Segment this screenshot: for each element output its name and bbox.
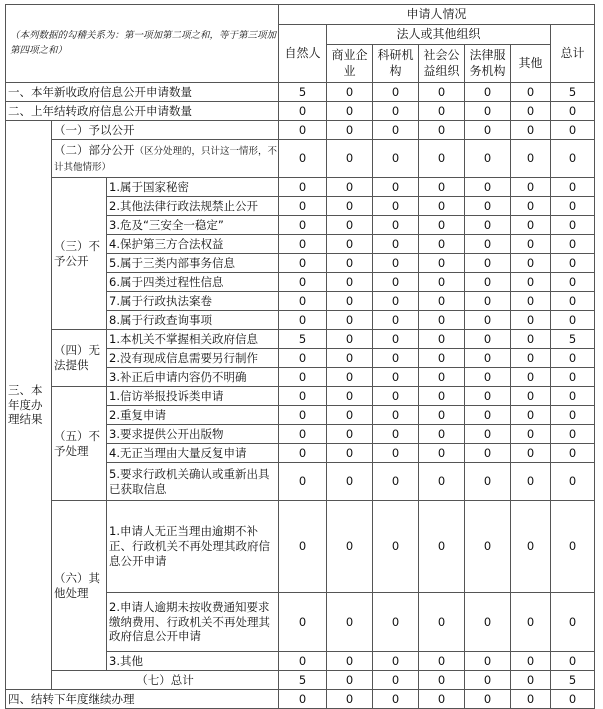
group-other-handling-item-label: 3.其他	[107, 652, 279, 671]
group-not-disclosed-item-value: 0	[511, 235, 551, 254]
group-not-disclosed-item-value: 0	[327, 273, 373, 292]
group-other-handling-item-label: 2.申请人逾期未按收费通知要求缴纳费用、行政机关不再处理其政府信息公开申请	[107, 593, 279, 652]
group-partial-title: （二）部分公开	[54, 143, 135, 158]
group-not-disclosed-item-value: 0	[465, 178, 511, 197]
group-not-disclosed-item-value: 0	[419, 235, 465, 254]
group-not-disclosed-item-value: 0	[419, 254, 465, 273]
group-cannot-provide-item-value: 0	[327, 349, 373, 368]
group-not-disclosed-item-label: 1.属于国家秘密	[107, 178, 279, 197]
group-not-disclosed-item-value: 0	[551, 273, 595, 292]
group-not-processed-label: （五）不予处理	[52, 387, 107, 501]
partial-value: 0	[373, 140, 419, 178]
new-requests-value: 0	[465, 83, 511, 102]
group-not-disclosed-item-value: 0	[373, 292, 419, 311]
group-cannot-provide-item-value: 0	[511, 368, 551, 387]
group-other-handling-item-value: 0	[419, 593, 465, 652]
group-not-disclosed-item-value: 0	[511, 178, 551, 197]
table-row	[6, 121, 595, 140]
group-not-disclosed-item-value: 0	[419, 178, 465, 197]
group-other-handling-item-value: 0	[511, 593, 551, 652]
group-not-disclosed-item-label: 2.其他法律行政法规禁止公开	[107, 197, 279, 216]
group-cannot-provide-item-value: 0	[327, 368, 373, 387]
group-not-processed-item-value: 0	[327, 406, 373, 425]
group-not-processed-item-value: 0	[551, 425, 595, 444]
social-welfare-header: 社会公益组织	[419, 45, 465, 83]
group-not-processed-item-value: 0	[465, 444, 511, 463]
group-not-disclosed-item-value: 0	[419, 216, 465, 235]
group-other-handling-item-value: 0	[373, 652, 419, 671]
group-not-processed-item-value: 0	[511, 425, 551, 444]
group-other-handling-item-value: 0	[279, 652, 327, 671]
results-total-value: 5	[279, 671, 327, 690]
table-row	[6, 140, 595, 178]
table-row	[6, 330, 595, 349]
group-not-processed-item-value: 0	[373, 463, 419, 501]
group-not-processed-item-value: 0	[373, 406, 419, 425]
group-cannot-provide-item-value: 0	[327, 330, 373, 349]
carried-over-value: 0	[511, 102, 551, 121]
group-not-processed-item-value: 0	[419, 425, 465, 444]
carry-forward-value: 0	[373, 690, 419, 709]
group-not-disclosed-item-value: 0	[551, 254, 595, 273]
group-not-disclosed-item-value: 0	[373, 311, 419, 330]
group-cannot-provide-item-value: 0	[279, 349, 327, 368]
group-not-disclosed-item-value: 0	[279, 178, 327, 197]
group-cannot-provide-item-value: 0	[551, 368, 595, 387]
group-other-handling-item-value: 0	[465, 593, 511, 652]
table-row	[6, 671, 595, 690]
carry-forward-value: 0	[465, 690, 511, 709]
group-not-processed-item-value: 0	[373, 387, 419, 406]
results-total-value: 0	[511, 671, 551, 690]
new-requests-value: 0	[373, 83, 419, 102]
group-disclosed-label: （一）予以公开	[52, 121, 279, 140]
table-row	[6, 178, 595, 197]
group-not-disclosed-item-value: 0	[327, 216, 373, 235]
group-not-disclosed-item-label: 4.保护第三方合法权益	[107, 235, 279, 254]
group-cannot-provide-item-value: 5	[279, 330, 327, 349]
group-other-handling-item-value: 0	[511, 652, 551, 671]
group-not-disclosed-item-value: 0	[373, 178, 419, 197]
group-not-processed-item-value: 0	[279, 425, 327, 444]
group-not-disclosed-item-value: 0	[279, 235, 327, 254]
disclosed-value: 0	[327, 121, 373, 140]
group-not-processed-item-value: 0	[327, 425, 373, 444]
group-cannot-provide-label: （四）无法提供	[52, 330, 107, 387]
group-not-disclosed-item-label: 5.属于三类内部事务信息	[107, 254, 279, 273]
group-not-processed-item-value: 0	[465, 463, 511, 501]
group-other-handling-item-value: 0	[419, 501, 465, 593]
group-not-disclosed-item-value: 0	[279, 292, 327, 311]
group-cannot-provide-item-value: 0	[373, 368, 419, 387]
group-not-disclosed-item-label: 8.属于行政查询事项	[107, 311, 279, 330]
results-total-value: 0	[419, 671, 465, 690]
group-not-disclosed-item-value: 0	[511, 216, 551, 235]
group-not-disclosed-item-value: 0	[327, 292, 373, 311]
disclosed-value: 0	[419, 121, 465, 140]
group-not-disclosed-item-value: 0	[327, 311, 373, 330]
group-not-processed-item-value: 0	[511, 387, 551, 406]
group-cannot-provide-item-value: 0	[419, 349, 465, 368]
carry-forward-value: 0	[551, 690, 595, 709]
commercial-header: 商业企业	[327, 45, 373, 83]
partial-value: 0	[465, 140, 511, 178]
group-not-disclosed-item-value: 0	[327, 235, 373, 254]
group-not-disclosed-item-value: 0	[511, 254, 551, 273]
group-other-handling-item-value: 0	[419, 652, 465, 671]
group-not-disclosed-item-value: 0	[511, 197, 551, 216]
group-not-processed-item-value: 0	[327, 387, 373, 406]
group-not-disclosed-item-value: 0	[465, 292, 511, 311]
group-not-disclosed-item-value: 0	[551, 178, 595, 197]
group-cannot-provide-item-value: 5	[551, 330, 595, 349]
group-not-disclosed-item-value: 0	[551, 311, 595, 330]
group-not-disclosed-item-value: 0	[465, 311, 511, 330]
group-not-processed-item-label: 2.重复申请	[107, 406, 279, 425]
group-not-disclosed-item-value: 0	[279, 197, 327, 216]
relation-note: （本列数据的勾稽关系为：第一项加第二项之和，等于第三项加第四项之和）	[6, 5, 279, 83]
group-not-disclosed-item-value: 0	[373, 197, 419, 216]
group-other-handling-item-value: 0	[373, 501, 419, 593]
total-header: 总计	[551, 25, 595, 83]
group-other-handling-item-value: 0	[327, 593, 373, 652]
group-not-processed-item-label: 4.无正当理由大量反复申请	[107, 444, 279, 463]
group-not-disclosed-item-value: 0	[327, 178, 373, 197]
group-not-disclosed-item-value: 0	[465, 273, 511, 292]
table-row	[6, 387, 595, 406]
group-other-handling-item-value: 0	[279, 593, 327, 652]
group-other-handling-item-value: 0	[279, 501, 327, 593]
group-not-disclosed-item-label: 7.属于行政执法案卷	[107, 292, 279, 311]
group-cannot-provide-item-value: 0	[465, 349, 511, 368]
carried-over-value: 0	[419, 102, 465, 121]
group-not-processed-item-value: 0	[551, 444, 595, 463]
partial-value: 0	[327, 140, 373, 178]
group-cannot-provide-item-value: 0	[279, 368, 327, 387]
group-not-disclosed-item-value: 0	[373, 235, 419, 254]
group-not-processed-item-label: 1.信访举报投诉类申请	[107, 387, 279, 406]
group-not-disclosed-item-value: 0	[511, 311, 551, 330]
carry-forward-value: 0	[327, 690, 373, 709]
group-not-disclosed-item-value: 0	[465, 216, 511, 235]
table-row	[6, 690, 595, 709]
disclosure-stats-table	[5, 4, 595, 709]
group-not-disclosed-item-value: 0	[419, 273, 465, 292]
group-not-disclosed-item-value: 0	[373, 216, 419, 235]
group-not-disclosed-item-value: 0	[279, 254, 327, 273]
group-not-processed-item-value: 0	[465, 425, 511, 444]
group-not-processed-item-label: 3.要求提供公开出版物	[107, 425, 279, 444]
natural-person-header: 自然人	[279, 25, 327, 83]
group-other-handling-item-value: 0	[327, 652, 373, 671]
group-not-disclosed-item-value: 0	[511, 273, 551, 292]
group-not-disclosed-item-value: 0	[465, 235, 511, 254]
carried-over-value: 0	[373, 102, 419, 121]
carry-forward-value: 0	[279, 690, 327, 709]
group-cannot-provide-item-label: 1.本机关不掌握相关政府信息	[107, 330, 279, 349]
group-not-processed-item-value: 0	[511, 463, 551, 501]
group-not-disclosed-item-value: 0	[373, 273, 419, 292]
group-not-processed-item-value: 0	[279, 387, 327, 406]
table-row	[6, 83, 595, 102]
group-partial-note: （区分处理的，只计这一情形，不计其他情形）	[54, 146, 278, 173]
group-not-disclosed-item-value: 0	[465, 197, 511, 216]
new-requests-value: 5	[551, 83, 595, 102]
group-not-processed-item-label: 5.要求行政机关确认或重新出具已获取信息	[107, 463, 279, 501]
legal-or-other-header: 法人或其他组织	[327, 25, 551, 45]
group-cannot-provide-item-label: 3.补正后申请内容仍不明确	[107, 368, 279, 387]
row-carry-forward-label: 四、结转下年度继续办理	[6, 690, 279, 709]
group-not-disclosed-item-value: 0	[551, 235, 595, 254]
group-not-processed-item-value: 0	[327, 463, 373, 501]
table-row	[6, 501, 595, 593]
group-not-processed-item-value: 0	[419, 387, 465, 406]
group-not-disclosed-item-value: 0	[373, 254, 419, 273]
partial-value: 0	[279, 140, 327, 178]
results-total-value: 5	[551, 671, 595, 690]
group-not-disclosed-item-value: 0	[551, 216, 595, 235]
group-cannot-provide-item-value: 0	[373, 330, 419, 349]
group-not-disclosed-item-value: 0	[465, 254, 511, 273]
group-not-processed-item-value: 0	[465, 387, 511, 406]
new-requests-value: 5	[279, 83, 327, 102]
group-not-processed-item-value: 0	[551, 406, 595, 425]
group-total-label: （七）总计	[52, 671, 279, 690]
disclosed-value: 0	[279, 121, 327, 140]
results-total-value: 0	[373, 671, 419, 690]
table-row	[6, 102, 595, 121]
carried-over-value: 0	[465, 102, 511, 121]
group-not-processed-item-value: 0	[551, 463, 595, 501]
group-not-processed-item-value: 0	[511, 406, 551, 425]
research-header: 科研机构	[373, 45, 419, 83]
disclosed-value: 0	[511, 121, 551, 140]
group-not-processed-item-value: 0	[373, 425, 419, 444]
carried-over-value: 0	[551, 102, 595, 121]
new-requests-value: 0	[419, 83, 465, 102]
carried-over-value: 0	[279, 102, 327, 121]
group-cannot-provide-item-value: 0	[465, 330, 511, 349]
applicant-situation-header: 申请人情况	[279, 5, 595, 25]
group-other-handling-item-value: 0	[373, 593, 419, 652]
group-not-disclosed-item-label: 3.危及“三安全一稳定”	[107, 216, 279, 235]
group-not-processed-item-value: 0	[419, 463, 465, 501]
group-not-disclosed-item-value: 0	[419, 197, 465, 216]
carry-forward-value: 0	[511, 690, 551, 709]
partial-value: 0	[419, 140, 465, 178]
group-cannot-provide-item-value: 0	[419, 368, 465, 387]
group-other-handling-item-value: 0	[551, 593, 595, 652]
group-not-processed-item-value: 0	[327, 444, 373, 463]
group-not-disclosed-item-label: 6.属于四类过程性信息	[107, 273, 279, 292]
group-other-handling-item-value: 0	[511, 501, 551, 593]
group-cannot-provide-item-value: 0	[551, 349, 595, 368]
row-carried-over-label: 二、上年结转政府信息公开申请数量	[6, 102, 279, 121]
group-not-disclosed-label: （三）不予公开	[52, 178, 107, 330]
carried-over-value: 0	[327, 102, 373, 121]
group-not-disclosed-item-value: 0	[419, 311, 465, 330]
legal-service-header: 法律服务机构	[465, 45, 511, 83]
group-not-disclosed-item-value: 0	[279, 216, 327, 235]
group-cannot-provide-item-value: 0	[465, 368, 511, 387]
group-cannot-provide-item-value: 0	[511, 330, 551, 349]
group-partial-label	[52, 140, 279, 178]
results-total-value: 0	[465, 671, 511, 690]
group-other-handling-item-value: 0	[551, 652, 595, 671]
disclosed-value: 0	[373, 121, 419, 140]
group-not-processed-item-value: 0	[373, 444, 419, 463]
group-other-handling-item-label: 1.申请人无正当理由逾期不补正、行政机关不再处理其政府信息公开申请	[107, 501, 279, 593]
group-other-handling-item-value: 0	[465, 501, 511, 593]
group-not-disclosed-item-value: 0	[327, 254, 373, 273]
group-other-handling-item-value: 0	[551, 501, 595, 593]
group-cannot-provide-item-value: 0	[373, 349, 419, 368]
partial-value: 0	[551, 140, 595, 178]
group-not-disclosed-item-value: 0	[279, 273, 327, 292]
group-cannot-provide-item-value: 0	[511, 349, 551, 368]
group-other-handling-label: （六）其他处理	[52, 501, 107, 671]
group-not-disclosed-item-value: 0	[551, 292, 595, 311]
group-not-processed-item-value: 0	[279, 406, 327, 425]
disclosed-value: 0	[465, 121, 511, 140]
group-other-handling-item-value: 0	[465, 652, 511, 671]
results-total-value: 0	[327, 671, 373, 690]
group-not-processed-item-value: 0	[465, 406, 511, 425]
group-not-disclosed-item-value: 0	[279, 311, 327, 330]
group-not-processed-item-value: 0	[279, 444, 327, 463]
group-not-processed-item-value: 0	[551, 387, 595, 406]
carry-forward-value: 0	[419, 690, 465, 709]
group-not-disclosed-item-value: 0	[327, 197, 373, 216]
partial-value: 0	[511, 140, 551, 178]
group-not-processed-item-value: 0	[419, 444, 465, 463]
row-new-requests-label: 一、本年新收政府信息公开申请数量	[6, 83, 279, 102]
group-not-processed-item-value: 0	[511, 444, 551, 463]
other-header: 其他	[511, 45, 551, 83]
group-other-handling-item-value: 0	[327, 501, 373, 593]
group-not-processed-item-value: 0	[279, 463, 327, 501]
new-requests-value: 0	[327, 83, 373, 102]
group-cannot-provide-item-label: 2.没有现成信息需要另行制作	[107, 349, 279, 368]
group-cannot-provide-item-value: 0	[419, 330, 465, 349]
new-requests-value: 0	[511, 83, 551, 102]
group-not-processed-item-value: 0	[419, 406, 465, 425]
section-results-label: 三、本年度办理结果	[6, 121, 52, 690]
group-not-disclosed-item-value: 0	[551, 197, 595, 216]
table-body	[6, 5, 595, 709]
disclosed-value: 0	[551, 121, 595, 140]
group-not-disclosed-item-value: 0	[511, 292, 551, 311]
group-not-disclosed-item-value: 0	[419, 292, 465, 311]
